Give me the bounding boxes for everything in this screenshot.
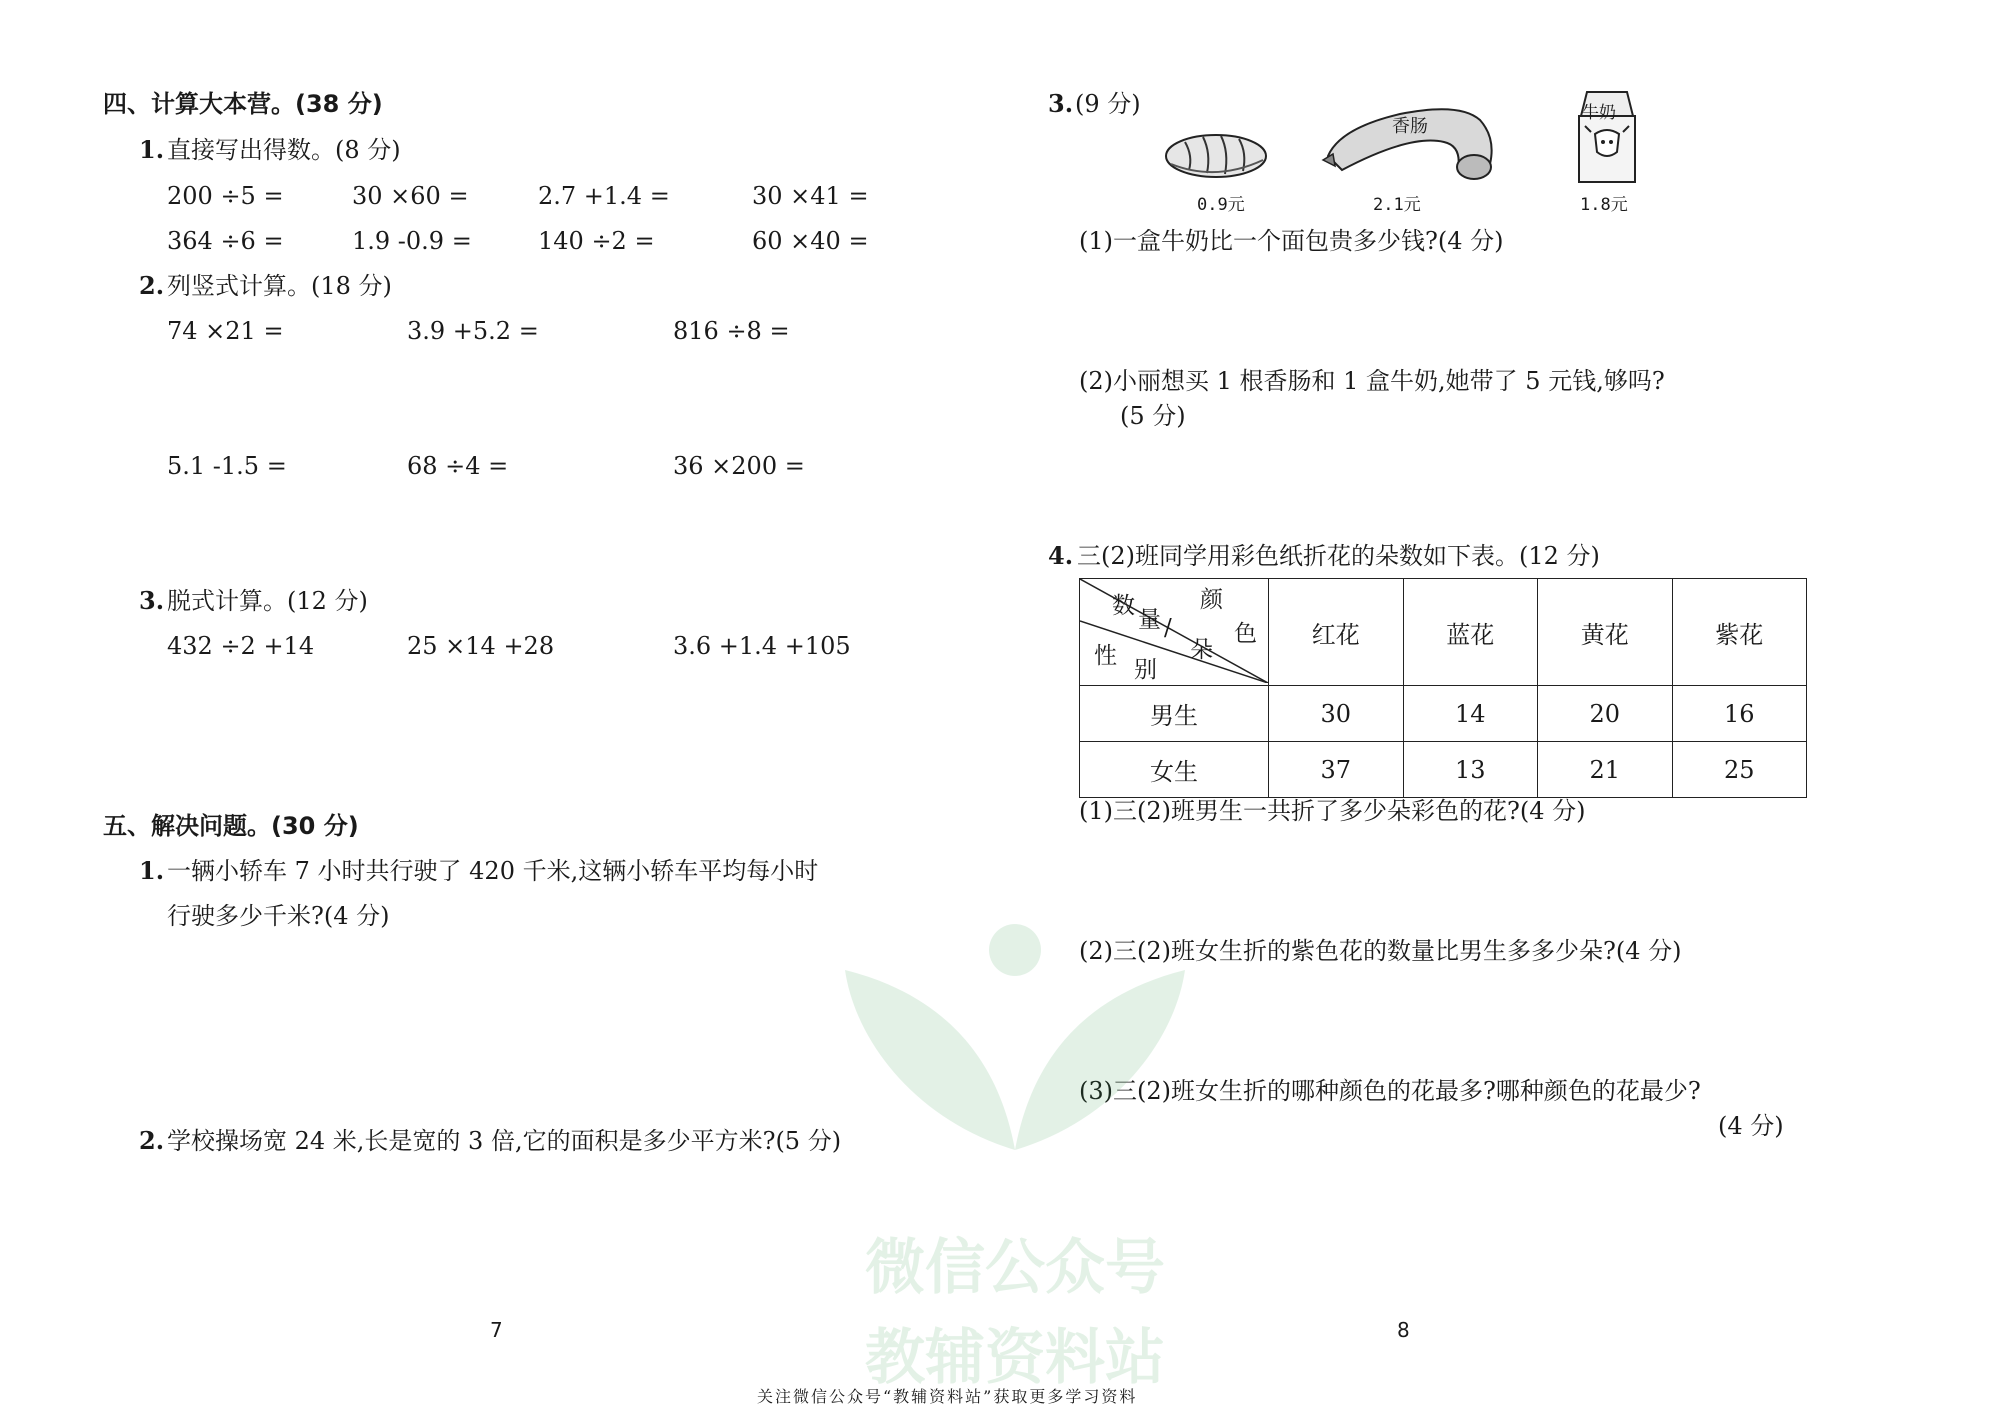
corner-char: 性: [1094, 643, 1117, 669]
milk-price: 1.8元: [1580, 195, 1628, 215]
row-label: 男生: [1080, 686, 1269, 742]
r-q3-sub2-line2: (5 分): [1120, 402, 1186, 430]
col-header: 红花: [1269, 579, 1404, 686]
col-header: 蓝花: [1403, 579, 1538, 686]
section-5-title: 五、解决问题。(30 分): [103, 812, 359, 840]
watermark: [835, 920, 1195, 1400]
q2-expr: 5.1 -1.5 =: [167, 452, 287, 480]
corner-char: /: [1164, 615, 1172, 641]
table-cell: 25: [1672, 742, 1807, 798]
q1-expr: 364 ÷6 =: [167, 227, 284, 255]
col-header: 紫花: [1672, 579, 1807, 686]
leaf-logo-icon: [835, 920, 1195, 1160]
sausage-price: 2.1元: [1373, 195, 1421, 215]
table-cell: 20: [1538, 686, 1673, 742]
r-q3-number: 3.: [1048, 89, 1074, 118]
p2-number: 2.: [139, 1126, 165, 1155]
corner-char: 颜: [1200, 587, 1223, 613]
q2-expr: 3.9 +5.2 =: [407, 317, 539, 345]
q2-expr: 816 ÷8 =: [673, 317, 790, 345]
r-q4-sub2: (2)三(2)班女生折的紫色花的数量比男生多多少朵?(4 分): [1079, 937, 1682, 965]
p1-number: 1.: [139, 856, 165, 885]
milk-label: 牛奶: [1582, 103, 1616, 123]
sausage-label: 香肠: [1392, 116, 1428, 137]
table-cell: 16: [1672, 686, 1807, 742]
q2-expr: 36 ×200 =: [673, 452, 805, 480]
table-corner-header: [1080, 579, 1269, 686]
corner-char: 朵: [1190, 637, 1213, 663]
footer-note: 关注微信公众号“教辅资料站”获取更多学习资料: [757, 1387, 1138, 1406]
r-q4-sub3-line1: (3)三(2)班女生折的哪种颜色的花最多?哪种颜色的花最少?: [1079, 1077, 1701, 1105]
q1-expr: 30 ×60 =: [352, 182, 469, 210]
q1-title: 直接写出得数。(8 分): [167, 136, 401, 164]
section-4-title: 四、计算大本营。(38 分): [103, 90, 383, 118]
page-number-8: 8: [1397, 1318, 1410, 1342]
q3-expr: 432 ÷2 +14: [167, 632, 315, 660]
r-q4-sub1: (1)三(2)班男生一共折了多少朵彩色的花?(4 分): [1079, 797, 1586, 825]
q3-expr: 25 ×14 +28: [407, 632, 555, 660]
corner-char: 色: [1234, 621, 1257, 647]
r-q3-title: (9 分): [1075, 90, 1141, 118]
p1-line2: 行驶多少千米?(4 分): [167, 902, 390, 930]
r-q4-number: 4.: [1048, 541, 1074, 570]
q3-title: 脱式计算。(12 分): [167, 587, 368, 615]
r-q4-title: 三(2)班同学用彩色纸折花的朵数如下表。(12 分): [1077, 542, 1600, 570]
watermark-line1: 微信公众号: [865, 1233, 1165, 1303]
table-cell: 37: [1269, 742, 1404, 798]
q2-title: 列竖式计算。(18 分): [167, 272, 392, 300]
q2-number: 2.: [139, 271, 165, 300]
r-q3-sub2-line1: (2)小丽想买 1 根香肠和 1 盒牛奶,她带了 5 元钱,够吗?: [1079, 367, 1665, 395]
row-label: 女生: [1080, 742, 1269, 798]
r-q4-sub3-line2: (4 分): [1718, 1112, 1784, 1140]
corner-char: 别: [1134, 657, 1157, 683]
corner-char: 数: [1112, 593, 1135, 619]
watermark-line2: 教辅资料站: [865, 1323, 1165, 1393]
p1-line1: 一辆小轿车 7 小时共行驶了 420 千米,这辆小轿车平均每小时: [167, 857, 819, 885]
table-row: [1080, 686, 1807, 742]
q1-number: 1.: [139, 135, 165, 164]
p2-text: 学校操场宽 24 米,长是宽的 3 倍,它的面积是多少平方米?(5 分): [167, 1127, 842, 1155]
table-cell: 21: [1538, 742, 1673, 798]
table-cell: 30: [1269, 686, 1404, 742]
q2-expr: 68 ÷4 =: [407, 452, 509, 480]
table-cell: 13: [1403, 742, 1538, 798]
corner-char: 量: [1138, 607, 1161, 633]
q3-number: 3.: [139, 586, 165, 615]
q3-expr: 3.6 +1.4 +105: [673, 632, 851, 660]
bread-icon: [1163, 130, 1269, 182]
r-q3-sub1: (1)一盒牛奶比一个面包贵多少钱?(4 分): [1079, 227, 1504, 255]
col-header: 黄花: [1538, 579, 1673, 686]
q2-expr: 74 ×21 =: [167, 317, 284, 345]
q1-expr: 140 ÷2 =: [538, 227, 655, 255]
q1-expr: 2.7 +1.4 =: [538, 182, 670, 210]
q1-expr: 1.9 -0.9 =: [352, 227, 472, 255]
q1-expr: 200 ÷5 =: [167, 182, 284, 210]
table-row: [1080, 742, 1807, 798]
bread-price: 0.9元: [1197, 195, 1245, 215]
q1-expr: 60 ×40 =: [752, 227, 869, 255]
flower-table: [1079, 578, 1807, 798]
q1-expr: 30 ×41 =: [752, 182, 869, 210]
page-number-7: 7: [490, 1318, 503, 1342]
table-cell: 14: [1403, 686, 1538, 742]
